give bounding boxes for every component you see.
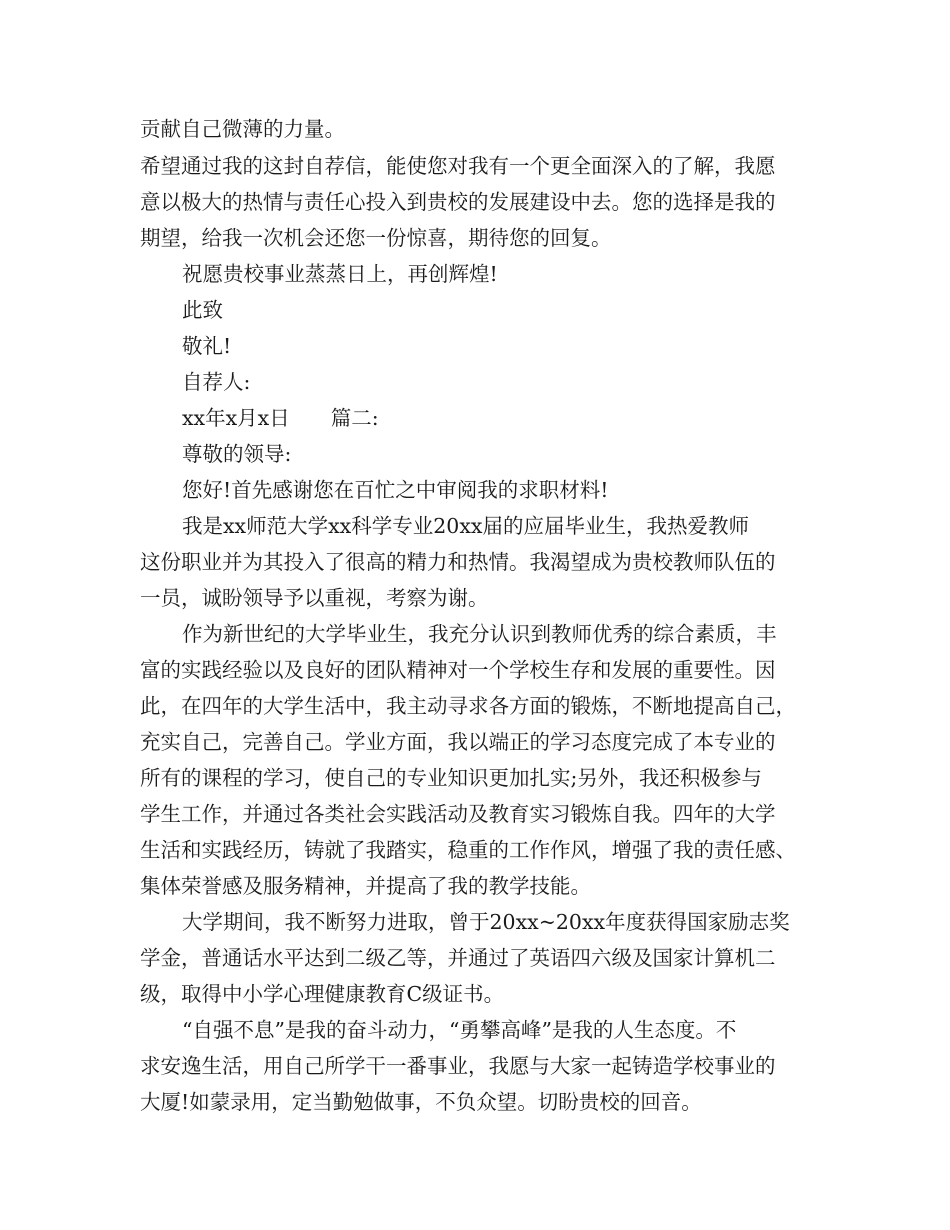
text-line: 自荐人: [182, 370, 251, 394]
text-line: 这份职业并为其投入了很高的精力和热情。我渴望成为贵校教师队伍的 [140, 550, 776, 574]
text-line: 学金，普通话水平达到二级乙等，并通过了英语四六级及国家计算机二 [140, 946, 776, 970]
text-line: 集体荣誉感及服务精神，并提高了我的教学技能。 [140, 874, 591, 898]
text-line: 敬礼! [182, 334, 232, 358]
text-line: 尊敬的领导: [182, 442, 292, 466]
text-line: 意以极大的热情与责任心投入到贵校的发展建设中去。您的选择是我的 [140, 190, 776, 214]
text-line: “自强不息”是我的奋斗动力，“勇攀高峰”是我的人生态度。不 [182, 1018, 737, 1042]
text-line: 生活和实践经历，铸就了我踏实，稳重的工作作风，增强了我的责任感、 [140, 838, 796, 862]
text-line: 作为新世纪的大学毕业生，我充分认识到教师优秀的综合素质，丰 [182, 622, 777, 646]
text-line: 充实自己，完善自己。学业方面，我以端正的学习态度完成了本专业的 [140, 730, 776, 754]
text-line: 我是xx师范大学xx科学专业20xx届的应届毕业生，我热爱教师 [182, 514, 749, 538]
text-line: 级，取得中小学心理健康教育C级证书。 [140, 982, 505, 1006]
text-line: 学生工作，并通过各类社会实践活动及教育实习锻炼自我。四年的大学 [140, 802, 776, 826]
text-line: xx年x月x日 篇二: [182, 406, 379, 430]
text-line: 期望，给我一次机会还您一份惊喜，期待您的回复。 [140, 226, 612, 250]
text-line: 贡献自己微薄的力量。 [140, 117, 345, 141]
text-line: 所有的课程的学习，使自己的专业知识更加扎实;另外，我还积极参与 [140, 766, 762, 790]
text-line: 一员，诚盼领导予以重视，考察为谢。 [140, 586, 489, 610]
text-line: 此致 [182, 298, 223, 322]
text-line: 富的实践经验以及良好的团队精神对一个学校生存和发展的重要性。因 [140, 658, 776, 682]
text-line: 此，在四年的大学生活中，我主动寻求各方面的锻炼，不断地提高自己， [140, 694, 796, 718]
text-line: 您好!首先感谢您在百忙之中审阅我的求职材料! [182, 478, 609, 502]
text-line: 祝愿贵校事业蒸蒸日上，再创辉煌! [182, 262, 498, 286]
text-line: 大厦!如蒙录用，定当勤勉做事，不负众望。切盼贵校的回音。 [140, 1090, 702, 1114]
text-line: 希望通过我的这封自荐信，能使您对我有一个更全面深入的了解，我愿 [140, 154, 776, 178]
text-line: 大学期间，我不断努力进取，曾于20xx~20xx年度获得国家励志奖 [182, 910, 790, 934]
text-line: 求安逸生活，用自己所学干一番事业，我愿与大家一起铸造学校事业的 [140, 1054, 776, 1078]
